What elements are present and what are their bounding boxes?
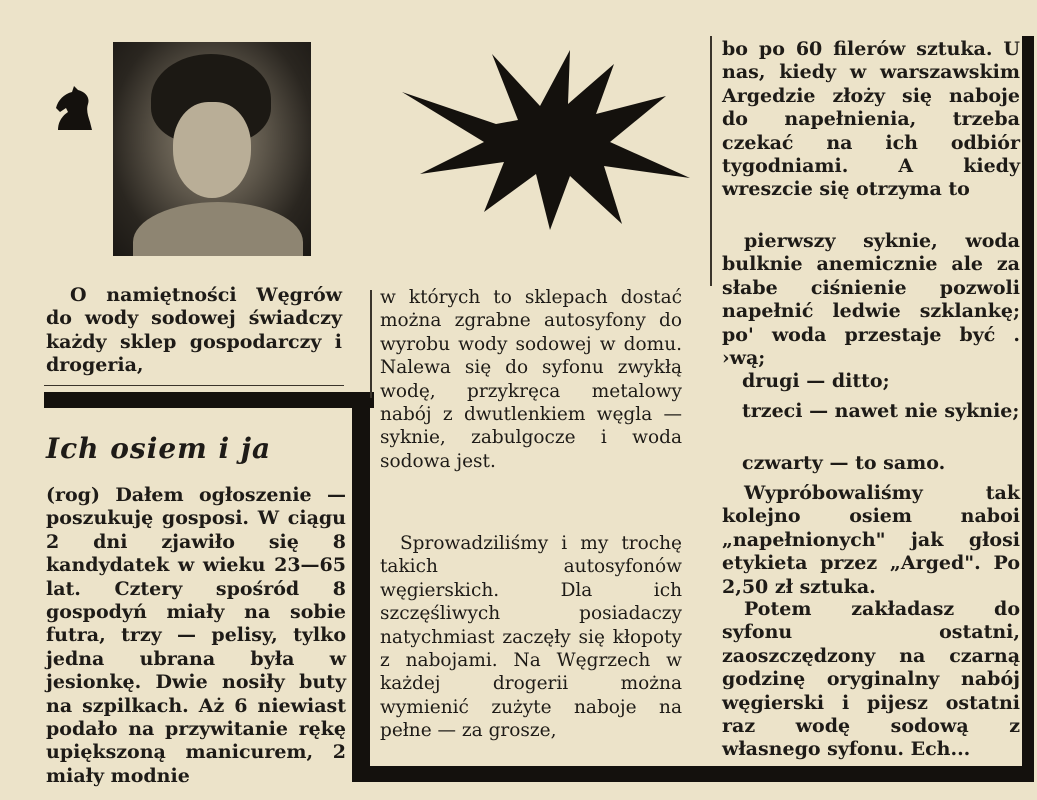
right-column-divider xyxy=(710,36,712,286)
middle-column-divider xyxy=(370,290,372,398)
chess-knight-icon xyxy=(52,86,98,134)
box-middle-vertical-rule xyxy=(352,392,370,778)
portrait-photo xyxy=(113,42,311,256)
intro-divider xyxy=(44,385,344,386)
article-headline: Ich osiem i ja xyxy=(46,432,272,465)
intro-paragraph: O namiętności Węgrów do wody sodowej świadczy każdy sklep gospodarczy i drogeria, xyxy=(46,284,342,377)
box-right-vertical-rule xyxy=(1022,36,1034,782)
right-paragraph-5: czwarty — to samo. xyxy=(742,452,946,474)
right-paragraph-3: drugi — ditto; xyxy=(742,370,890,392)
box-top-rule xyxy=(44,392,374,408)
right-paragraph-4: trzeci — nawet nie syknie; xyxy=(742,400,1020,422)
middle-paragraph-1: w których to sklepach dostać można zgrabne autosyfony do wyrobu wody sodowej w domu. Nalewa się do syfonu zwykłą wodę, przykręca metalowy nabój z dwutlenkiem węgla — syknie, zabulgocze i woda sodowa jest. xyxy=(380,287,682,472)
right-paragraph-6: Wypróbowaliśmy tak kolejno osiem naboi „napełnionych" jak głosi etykieta przez „Arged". Po 2,50 zł sztuka. xyxy=(722,482,1020,598)
box-bottom-rule xyxy=(352,766,1032,782)
middle-paragraph-2: Sprowadziliśmy i my trochę takich autosyfonów węgierskich. Dla ich szczęśliwych posiadaczy natychmiast zaczęły się kłopoty z nabojami. Na Węgrzech w każdej drogerii można wymienić zużyte naboje na pełne — za grosze, xyxy=(380,533,682,742)
right-paragraph-1: bo po 60 filerów sztuka. U nas, kiedy w warszawskim Argedzie złoży się naboje do napełnienia, trzeba czekać na ich odbiór tygodniami. A kiedy wreszcie się otrzyma to xyxy=(722,38,1020,201)
ink-splash-illustration xyxy=(400,48,692,232)
left-article-column: (rog) Dałem ogłoszenie — poszukuję gosposi. W ciągu 2 dni zjawiło się 8 kandydatek w wieku 23—65 lat. Cztery spośród 8 gospodyń miały na sobie futra, trzy — pelisy, tylko jedna ubrana była w jesionkę. Dwie nosiły buty na szpilkach. Aż 6 niewiast podało na przywitanie rękę upiększoną manicurem, 2 miały modnie xyxy=(46,484,346,787)
right-paragraph-7: Potem zakładasz do syfonu ostatni, zaoszczędzony na czarną godzinę oryginalny nabój węgierski i pijesz ostatni raz wodę sodową z własnego syfonu. Ech... xyxy=(722,598,1020,761)
right-paragraph-2: pierwszy syknie, woda bulknie anemicznie ale za słabe ciśnienie pozwoli napełnić ledwie szklankę; po' woda przestaje być . ›wą; xyxy=(722,230,1020,370)
